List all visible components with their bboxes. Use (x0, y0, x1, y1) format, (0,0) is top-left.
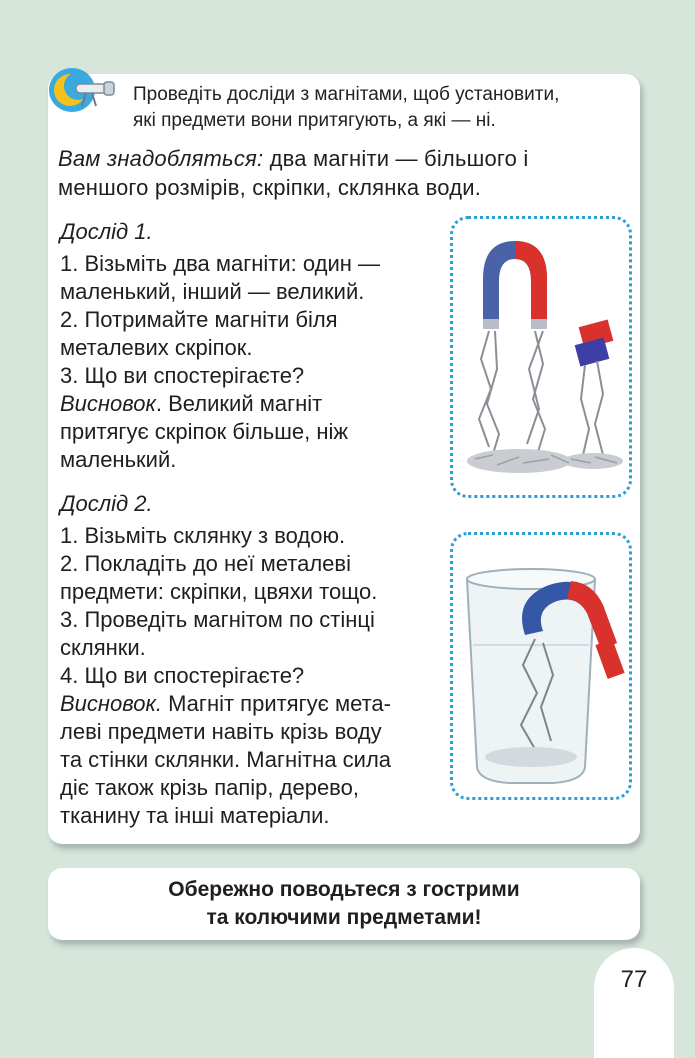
materials-text-line2: меншого розмірів, скріпки, склянка води. (58, 175, 482, 200)
experiment-2-title: Дослід 2. (60, 491, 153, 516)
safety-warning (48, 868, 640, 940)
experiment-2-conclusion-label: Висновок. (60, 691, 162, 716)
glass-magnet-photo (450, 532, 632, 800)
warning-line2: та колючими предметами! (206, 906, 482, 929)
experiment-2-conclusion-line: діє також крізь папір, дерево, (60, 775, 359, 800)
experiment-1 (60, 218, 445, 474)
experiment-1-conclusion-line: маленький. (60, 447, 177, 472)
experiment-2-line: предмети: скріпки, цвяхи тощо. (60, 579, 378, 604)
experiment-2-conclusion-line: тканину та інші матеріали. (60, 803, 330, 828)
page-number-tab (594, 948, 674, 1058)
materials-needed (58, 144, 633, 202)
experiment-2-line: 2. Покладіть до неї металеві (60, 551, 351, 576)
task-text-line2: які предмети вони притягують, а які — ні. (133, 110, 496, 131)
experiment-1-line: 1. Візьміть два магніти: один — (60, 251, 381, 276)
experiment-1-conclusion-text: . Великий магніт (155, 391, 323, 416)
experiment-1-line: 2. Потримайте магніти біля (60, 307, 338, 332)
glass-magnet-illustration (453, 535, 629, 797)
experiment-2-line: 3. Проведіть магнітом по стінці (60, 607, 375, 632)
experiment-1-line: металевих скріпок. (60, 335, 253, 360)
experiment-2 (60, 490, 445, 830)
experiment-2-conclusion-line: леві предмети навіть крізь воду (60, 719, 382, 744)
task-text-line1: Проведіть досліди з магнітами, щоб установити, (133, 84, 560, 105)
warning-line1: Обережно поводьтеся з гострими (168, 878, 520, 901)
task-instruction (133, 82, 633, 134)
experiment-2-line: 4. Що ви спостерігаєте? (60, 663, 305, 688)
materials-label: Вам знадобляться: (58, 146, 264, 171)
magnets-paperclips-illustration (453, 219, 629, 495)
materials-text-line1: два магніти — більшого і (263, 146, 529, 171)
experiment-2-conclusion-line: та стінки склянки. Магнітна сила (60, 747, 392, 772)
page-number: 77 (620, 966, 648, 993)
experiment-2-line: склянки. (60, 635, 146, 660)
telescope-moon-icon (48, 66, 120, 114)
experiment-1-line: 3. Що ви спостерігаєте? (60, 363, 305, 388)
experiment-1-title: Дослід 1. (60, 219, 153, 244)
experiment-2-conclusion-text: Магніт притягує мета- (162, 691, 391, 716)
experiment-1-line: маленький, інший — великий. (60, 279, 365, 304)
experiment-1-conclusion-line: притягує скріпок більше, ніж (60, 419, 349, 444)
experiment-1-conclusion-label: Висновок (60, 391, 156, 416)
magnets-paperclips-photo (450, 216, 632, 498)
experiment-2-line: 1. Візьміть склянку з водою. (60, 523, 346, 548)
